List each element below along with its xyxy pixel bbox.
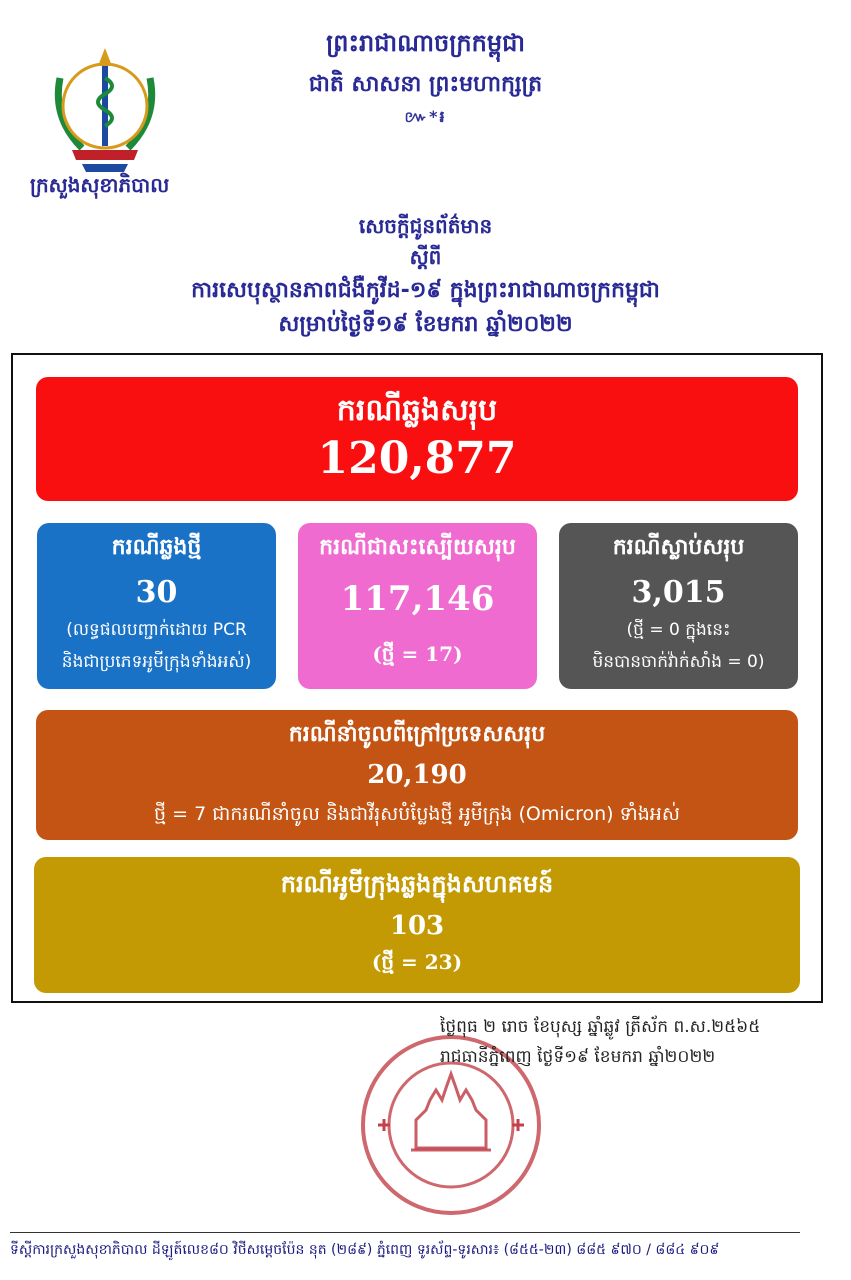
deaths-note-line1: (ថ្មី = 0 ក្នុងនេះ [626,620,731,640]
omicron-community-note: (ថ្មី = 23) [371,950,463,974]
doc-title-line3: ការសេបុស្ថានភាពជំងឺកូវីដ-១៩ ក្នុងព្រះរាជាណាចក្រកម្ពុជា [191,278,660,303]
omicron-community-value: 103 [389,911,445,941]
doc-title-line1: សេចក្តីជូនព័ត៌មាន [358,214,493,238]
new-cases-card [37,523,276,689]
total-cases-card [36,377,798,501]
deaths-card [559,523,798,689]
ministry-name: ក្រសួងសុខាភិបាល [30,173,170,197]
national-motto: ជាតិ សាសនា ព្រះមហាក្សត្រ [308,72,543,97]
recovered-note: (ថ្មី = 17) [372,642,463,666]
recovered-card [298,523,537,689]
imported-cases-label: ករណីនាំចូលពីក្រៅប្រទេសសរុប [288,722,546,747]
ministry-logo-icon [42,38,168,178]
new-cases-note-line2: និងជាប្រភេទអូមីក្រុងទាំងអស់) [61,652,252,672]
new-cases-note-line1: (លទ្ធផលបញ្ជាក់ដោយ PCR [66,620,247,640]
footer-address: ទីស្តីការក្រសួងសុខាភិបាល ដីឡូត៍លេខ៨០ វិថីសម្តេចប៉ែន នុត (២៨៩) ភ្នំពេញ ទូរស័ព្ទ-ទូរសារ៖ (៨៥៥-២៣) ៨៨៥ ៩៧០ / ៨៨៤ ៩០៩ [10,1242,720,1258]
imported-cases-note: ថ្មី = 7 ជាករណីនាំចូល និងជាវីរុសបំប្លែងថ្មី អូមីក្រុង (Omicron) ទាំងអស់ [154,803,680,825]
ornament: ៚*៛ [404,107,447,126]
deaths-label: ករណីស្លាប់សរុប [612,535,745,560]
solar-date: រាជធានីភ្នំពេញ ថ្ងៃទី១៩ ខែមករា ឆ្នាំ២០២២ [440,1047,716,1067]
deaths-note-line2: មិនបានចាក់វ៉ាក់សាំង = 0) [592,652,765,672]
doc-title-line4: សម្រាប់ថ្ងៃទី១៩ ខែមករា ឆ្នាំ២០២២ [278,312,573,337]
omicron-community-label: ករណីអូមីក្រុងឆ្លងក្នុងសហគមន៍ [280,870,554,898]
total-cases-value: 120,877 [317,433,517,484]
kingdom-title: ព្រះរាជាណាចក្រកម្ពុជា [326,29,525,57]
recovered-label: ករណីជាសះស្បើយសរុប [319,535,516,560]
total-cases-label: ករណីឆ្លងសរុប [336,393,498,428]
imported-cases-card [36,710,798,840]
new-cases-label: ករណីឆ្លងថ្មី [111,535,202,560]
omicron-community-card [34,857,800,993]
lunar-date: ថ្ងៃពុធ ២ រោច ខែបុស្ស ឆ្នាំឆ្លូវ ត្រីស័ក ព.ស.២៥៦៥ [440,1017,761,1037]
footer-divider [10,1232,800,1233]
new-cases-value: 30 [135,575,178,610]
imported-cases-value: 20,190 [367,760,467,790]
deaths-value: 3,015 [631,575,726,610]
doc-title-line2: ស្តីពី [409,245,442,269]
recovered-value: 117,146 [340,579,495,619]
